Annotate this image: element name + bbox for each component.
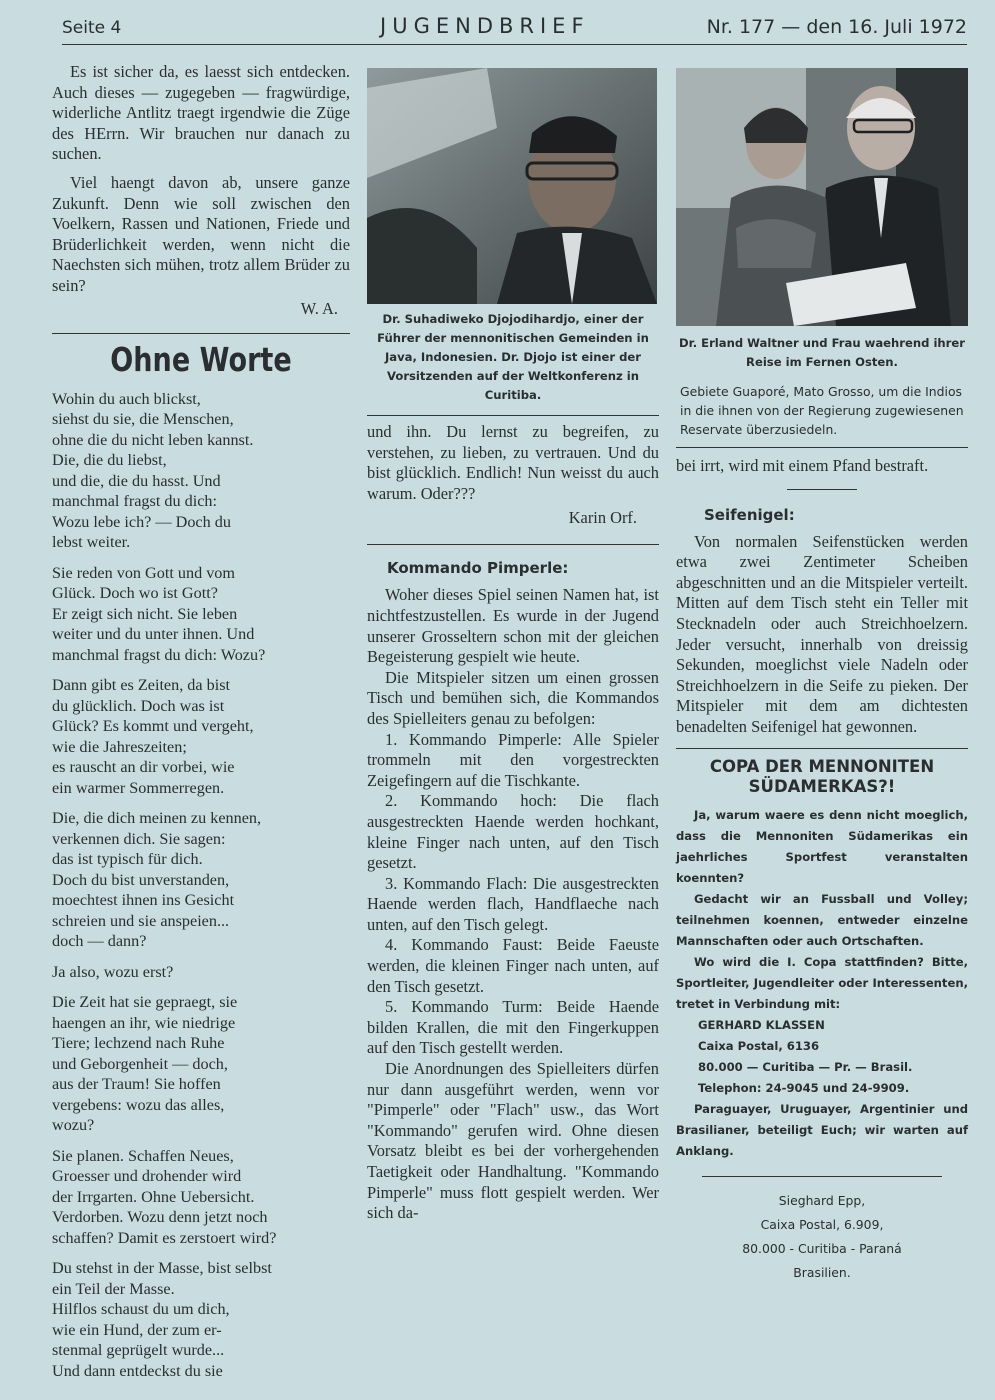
column-middle xyxy=(367,68,659,1224)
poem-line: ein warmer Sommerregen. xyxy=(52,778,225,797)
game-command-1: 1. Kommando Pimperle: Alle Spieler trommeln mit den vorgestreckten Zeigefingern auf die Tischkante. xyxy=(367,729,659,790)
contact-phone: Telephon: 24-9045 und 24-9909. xyxy=(698,1080,910,1095)
poem-line: wozu? xyxy=(52,1116,95,1135)
poem-line: ein Teil der Masse. xyxy=(52,1279,175,1298)
poem-line: lebst weiter. xyxy=(52,533,131,552)
poem-line: Dann gibt es Zeiten, da bist xyxy=(52,676,231,695)
divider xyxy=(367,415,659,416)
address-city: 80.000 - Curitiba - Paraná xyxy=(742,1240,902,1256)
signature: W. A. xyxy=(300,298,338,318)
poem-line: schreien und sie anspeien... xyxy=(52,911,230,930)
intro-paragraph-2: Viel haengt davon ab, unsere ganze Zukunft. Denn wie soll zwischen den Voelkern, Rassen und Nationen, Friede und Brüderlichkeit werden, wenn nicht die Naechsten sich mühen, trotz allem Brüder zu sein? xyxy=(52,172,350,295)
game-paragraph-2: Die Mitspieler sitzen um einen grossen Tisch und bemühen sich, die Kommandos des Spielleiters genau zu befolgen: xyxy=(367,667,659,728)
intro-paragraph-1: Es ist sicher da, es laesst sich entdecken. Auch dieses — zugegeben — fragwürdige, widerliche Antlitz traegt irgendwie die Züge des HErrn. Wir brauchen nur danach zu suchen. xyxy=(52,62,350,164)
poem-stanza xyxy=(52,992,350,1136)
poem-line: Groesser und drohender wird xyxy=(52,1167,242,1186)
game-command-2: 2. Kommando hoch: Die flach ausgestreckten Haende werden hochkant, kleine Finger nach unten, auf den Tisch gesetzt. xyxy=(367,791,659,873)
poem-line: doch — dann? xyxy=(52,932,147,951)
poem-stanza xyxy=(52,962,350,983)
page-number: Seite 4 xyxy=(62,18,122,38)
poem-line: aus der Traum! Sie hoffen xyxy=(52,1075,221,1094)
photo-caption-waltner: Dr. Erland Waltner und Frau waehrend ihrer Reise im Fernen Osten. xyxy=(679,336,965,369)
poem-line: das ist typisch für dich. xyxy=(52,850,203,869)
seifenigel-text: Von normalen Seifenstücken werden etwa zwei Zentimeter Scheiben abgeschnitten und an die Mitspieler verteilt. Mitten auf dem Tisch steht ein Teller mit Stecknadeln oder auch Streichhoelzern. Jeder versucht, innerhalb von dreissig Sekunden, moeglichst viele Nadeln oder Streichhoelzern in die Seife zu pieken. Der Mitspieler mit dem am dichtesten benadelten Seifenigel hat gewonnen. xyxy=(676,531,968,736)
poem-line: siehst du sie, die Menschen, xyxy=(52,410,234,429)
column-right xyxy=(676,68,968,1285)
poem-line: vergebens: wozu das alles, xyxy=(52,1095,225,1114)
poem-body xyxy=(52,389,350,1382)
copa-announcement xyxy=(676,805,968,1162)
poem-line: manchmal fragst du dich: xyxy=(52,492,217,511)
address-name: Sieghard Epp, xyxy=(778,1192,866,1208)
poem-line: der Irrgarten. Ohne Uebersicht. xyxy=(52,1187,255,1206)
photo-caption-djojodihardjo: Dr. Suhadiweko Djojodihardjo, einer der Führer der mennonitischen Gemeinden in Java, Indonesien. Dr. Djojo ist einer der Vorsitzenden auf der Weltkonferenz in Curitiba. xyxy=(377,312,649,402)
poem-stanza xyxy=(52,808,350,952)
poem-stanza xyxy=(52,675,350,798)
poem-line: Die Zeit hat sie gepraegt, sie xyxy=(52,993,238,1012)
divider xyxy=(676,447,968,448)
poem-line: Verdorben. Wozu denn jetzt noch xyxy=(52,1208,268,1227)
game-command-5: 5. Kommando Turm: Beide Haende bilden Krallen, die mit den Fingerkuppen auf den Tisch gestellt werden. xyxy=(367,997,659,1058)
poem-line: Glück. Doch wo ist Gott? xyxy=(52,584,218,603)
poem-line: du glücklich. Doch was ist xyxy=(52,696,225,715)
poem-line: Du stehst in der Masse, bist selbst xyxy=(52,1259,272,1278)
contact-name: GERHARD KLASSEN xyxy=(698,1017,825,1032)
photo-waltner xyxy=(676,68,968,326)
poem-line: haengen an ihr, wie niedrige xyxy=(52,1013,236,1032)
copa-title xyxy=(676,757,968,797)
poem-stanza xyxy=(52,389,350,553)
poem-line: Doch du bist unverstanden, xyxy=(52,870,230,889)
poem-line: ohne die du nicht leben kannst. xyxy=(52,430,254,449)
poem-line: moechtest ihnen ins Gesicht xyxy=(52,891,235,910)
poem-line: Sie reden von Gott und vom xyxy=(52,563,235,582)
address-postbox: Caixa Postal, 6.909, xyxy=(760,1216,884,1232)
game-paragraph-1: Woher dieses Spiel seinen Namen hat, ist nichtfestzustellen. Es wurde in der Jugend unserer Grosseltern schon mit der gleichen Begeisterung gespielt wie heute. xyxy=(367,585,659,667)
game-title: Kommando Pimperle: xyxy=(387,559,569,578)
poem-line: stenmal geprügelt wurde... xyxy=(52,1341,225,1360)
short-divider xyxy=(787,489,857,490)
poem-title: Ohne Worte xyxy=(110,339,292,379)
poem-line: und Geborgenheit — doch, xyxy=(52,1054,228,1073)
seifenigel-title: Seifenigel: xyxy=(704,505,795,524)
game-command-4: 4. Kommando Faust: Beide Faeuste werden, die kleinen Finger nach unten, auf den Tisch gesetzt. xyxy=(367,935,659,996)
poem-line: Die, die du liebst, xyxy=(52,451,167,470)
copa-title-line-1: COPA DER MENNONITEN xyxy=(709,756,935,776)
divider xyxy=(367,544,659,545)
poem-line: weiter und du unter ihnen. Und xyxy=(52,625,255,644)
copa-paragraph-4: Paraguayer, Uruguayer, Argentinier und Brasilianer, beteiligt Euch; wir warten auf Anklang. xyxy=(676,1101,968,1158)
contact-city: 80.000 — Curitiba — Pr. — Brasil. xyxy=(698,1059,913,1074)
poem-line: es rauscht an dir vorbei, wie xyxy=(52,758,235,777)
publication-title: JUGENDBRIEF xyxy=(380,14,590,38)
page-header xyxy=(62,12,967,45)
poem-line: Tiere; lechzend nach Ruhe xyxy=(52,1034,225,1053)
poem-line: manchmal fragst du dich: Wozu? xyxy=(52,645,266,664)
game-paragraph-rules: Die Anordnungen des Spielleiters dürfen nur dann ausgeführt werden, wenn vor "Pimperle" oder "Flach" usw., das Wort "Kommando" gerufen wird. Ohne diesen Vorsatz bleibt es bei der vorhergehenden Taetigkeit oder Handhaltung. "Kommando Pimperle" muss flott gespielt werden. Wer sich da- xyxy=(367,1059,659,1223)
column-left xyxy=(52,62,350,1391)
address-block xyxy=(676,1189,968,1285)
poem-line: Wohin du auch blickst, xyxy=(52,389,201,408)
poem-line: Die, die dich meinen zu kennen, xyxy=(52,809,262,828)
poem-stanza xyxy=(52,563,350,666)
address-country: Brasilien. xyxy=(793,1264,851,1280)
copa-paragraph-3: Wo wird die I. Copa stattfinden? Bitte, Sportleiter, Jugendleiter oder Interessenten, tretet in Verbindung mit: xyxy=(676,954,968,1011)
poem-line: und die, die du hasst. Und xyxy=(52,471,221,490)
poem-line: wie ein Hund, der zum er- xyxy=(52,1320,222,1339)
copa-paragraph-1: Ja, warum waere es denn nicht moeglich, dass die Mennoniten Südamerikas ein jaehrliches Sportfest veranstalten koennten? xyxy=(676,807,968,885)
poem-line: wie die Jahreszeiten; xyxy=(52,737,187,756)
copa-title-line-2: SÜDAMERKAS?! xyxy=(748,776,896,796)
poem-stanza xyxy=(52,1146,350,1249)
game-command-3: 3. Kommando Flach: Die ausgestreckten Haende werden flach, Handflaeche nach unten, auf den Tisch gelegt. xyxy=(367,873,659,934)
poem-line: Hilflos schaust du um dich, xyxy=(52,1300,230,1319)
poem-line: verkennen dich. Sie sagen: xyxy=(52,829,226,848)
continued-text: Gebiete Guaporé, Mato Grosso, um die Indios in die ihnen von der Regierung zugewiesenen Reservate überzusiedeln. xyxy=(680,384,964,437)
photo-djojodihardjo xyxy=(367,68,657,304)
poem-stanza xyxy=(52,1258,350,1381)
issue-date: Nr. 177 — den 16. Juli 1972 xyxy=(706,16,967,38)
poem-line: Ja also, wozu erst? xyxy=(52,962,174,981)
game-ending: bei irrt, wird mit einem Pfand bestraft. xyxy=(676,456,929,475)
copa-paragraph-2: Gedacht wir an Fussball und Volley; teilnehmen koennen, entweder einzelne Mannschaften oder auch Ortschaften. xyxy=(676,891,968,948)
poem-line: schaffen? Damit es zerstoert wird? xyxy=(52,1228,277,1247)
poem-ending: und ihn. Du lernst zu begreifen, zu verstehen, zu lieben, zu vertrauen. Und du bist glücklich. Endlich! Nun weisst du auch warum. Oder??? xyxy=(367,422,659,503)
divider xyxy=(702,1176,942,1177)
poem-line: Er zeigt sich nicht. Sie leben xyxy=(52,604,238,623)
divider xyxy=(676,748,968,749)
divider xyxy=(52,333,350,334)
poem-line: Und dann entdeckst du sie xyxy=(52,1361,223,1380)
poem-line: Sie planen. Schaffen Neues, xyxy=(52,1146,234,1165)
poem-author: Karin Orf. xyxy=(568,508,637,528)
poem-line: Wozu lebe ich? — Doch du xyxy=(52,512,231,531)
contact-postbox: Caixa Postal, 6136 xyxy=(698,1038,820,1053)
poem-line: Glück? Es kommt und vergeht, xyxy=(52,717,254,736)
